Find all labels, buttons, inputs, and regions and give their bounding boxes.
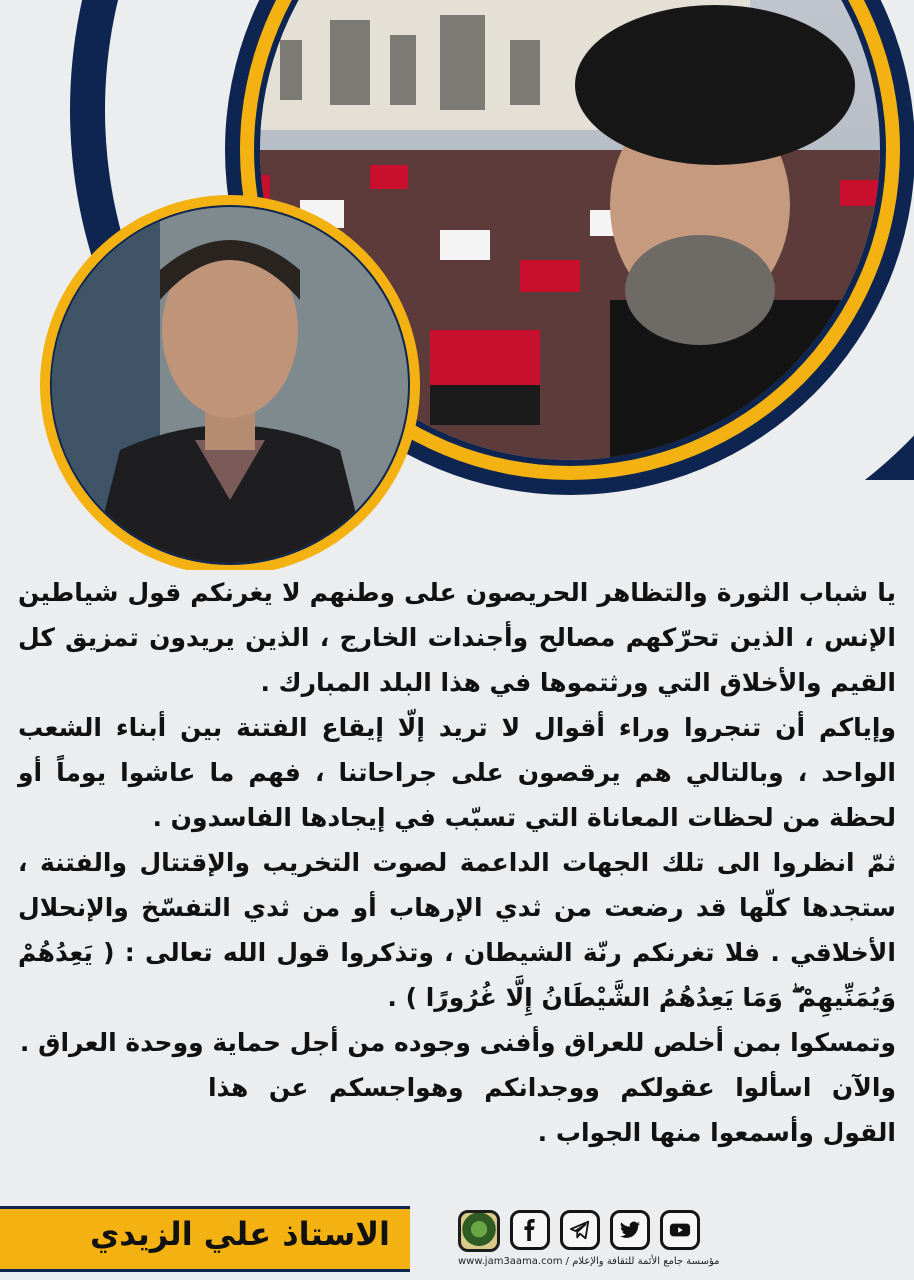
author-name-box (0, 1206, 410, 1272)
twitter-icon[interactable] (610, 1210, 650, 1250)
youtube-icon[interactable] (660, 1210, 700, 1250)
website-caption: www.jam3aama.com / مؤسسة جامع الأئمة للثقافة والإعلام (458, 1256, 720, 1267)
article-paragraph: والآن اسألوا عقولكم ووجدانكم وهواجسكم عن هذا القول وأسمعوا منها الجواب . (208, 1073, 896, 1147)
article-paragraph: وتمسكوا بمن أخلص للعراق وأفنى وجوده من أجل حماية ووحدة العراق . (19, 1028, 896, 1057)
article-paragraph: وإياكم أن تنجروا وراء أقوال لا تريد إلّا إيقاع الفتنة بين أبناء الشعب الواحد ، وبالتالي هم يرقصون على جراحاتنا ، فهم ما عاشوا يوماً أو لحظة من لحظات المعاناة التي تسبّب في إيجادها الفاسدون . (18, 713, 896, 832)
telegram-icon[interactable] (560, 1210, 600, 1250)
article-text (18, 570, 896, 1155)
facebook-icon[interactable] (510, 1210, 550, 1250)
hero-graphic (0, 0, 914, 570)
article-paragraph: يا شباب الثورة والتظاهر الحريصون على وطنهم لا يغرنكم قول شياطين الإنس ، الذين تحرّكهم مصالح وأجندات الخارج ، الذين يريدون تمزيق كل القيم والأخلاق التي ورثتموها في هذا البلد المبارك . (18, 578, 896, 697)
author-name: الاستاذ علي الزيدي (89, 1215, 390, 1253)
article-paragraph: ثمّ انظروا الى تلك الجهات الداعمة لصوت التخريب والإقتتال والفتنة ، ستجدها كلّها قد رضعت من ثدي الإرهاب أو من ثدي التفسّخ والإنحلال الأخلاقي . فلا تغرنكم رنّة الشيطان ، وتذكروا قول الله تعالى : ( يَعِدُهُمْ وَيُمَنِّيهِمْ ۖ وَمَا يَعِدُهُمُ الشَّيْطَانُ إِلَّا غُرُورًا ) . (18, 848, 896, 1012)
organization-logo-icon[interactable] (458, 1210, 500, 1252)
hero-collage (0, 0, 914, 570)
social-links (458, 1210, 700, 1252)
footer (0, 1196, 914, 1280)
